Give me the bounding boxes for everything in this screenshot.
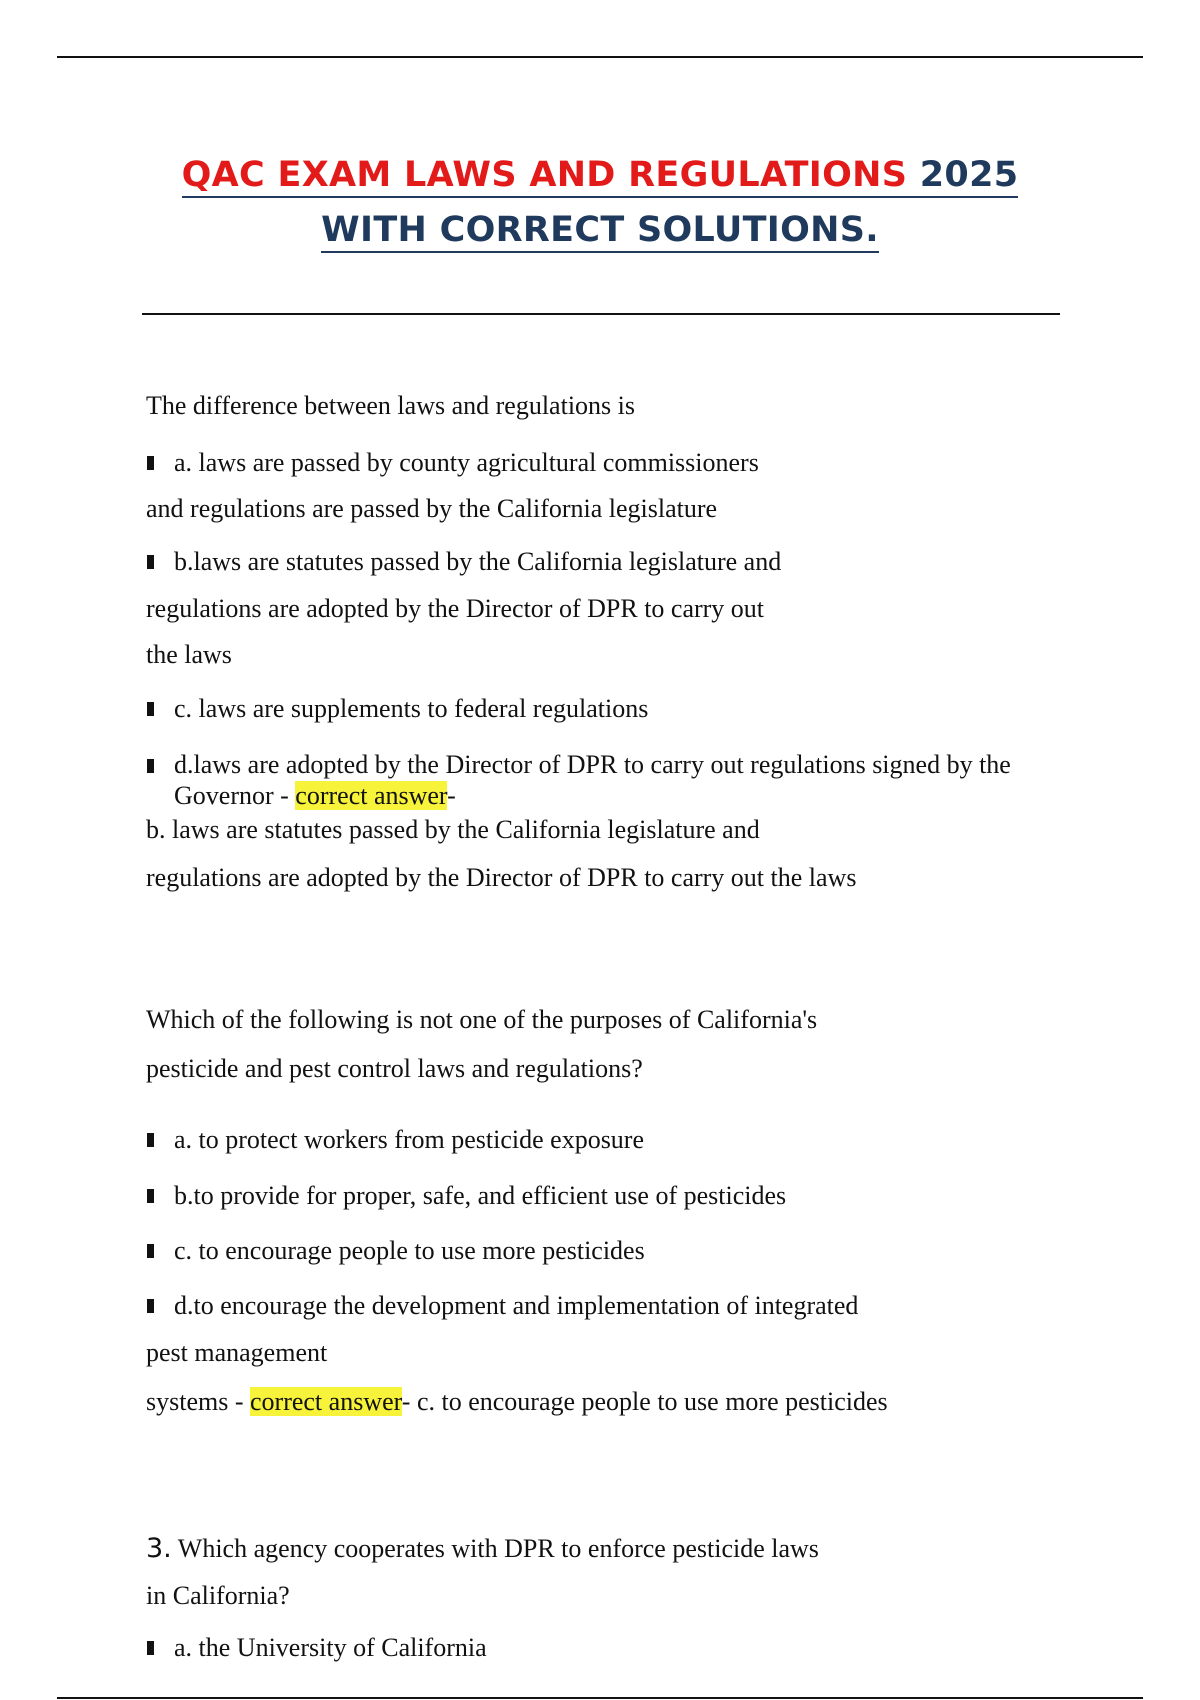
bullet-square-icon [147, 1133, 154, 1147]
q2-option-a: a. to protect workers from pesticide exposure [174, 1125, 645, 1154]
q1-option-b: b.laws are statutes passed by the California legislature and [174, 547, 782, 576]
q2-answer-prefix: systems - [146, 1387, 244, 1416]
bullet-square-icon [147, 759, 154, 773]
q2-option-c: c. to encourage people to use more pesticides [174, 1236, 645, 1265]
document-title-line2 [0, 210, 1200, 250]
top-rule [57, 56, 1143, 58]
q1-option-c: c. laws are supplements to federal regulations [174, 694, 649, 723]
q1-option-a-cont: and regulations are passed by the California legislature [146, 494, 718, 523]
q2-stem-cont: pesticide and pest control laws and regulations? [146, 1054, 643, 1083]
q2-option-d: d.to encourage the development and implementation of integrated [174, 1291, 859, 1320]
q1-option-d: d.laws are adopted by the Director of DPR to carry out regulations signed by the [174, 750, 1011, 779]
q1-answer: b. laws are statutes passed by the California legislature and [146, 815, 760, 844]
q1-stem: The difference between laws and regulations is [146, 391, 635, 420]
q3-number: 3. [146, 1533, 172, 1564]
q1-option-d-cont [174, 780, 456, 812]
q2-answer-text: - c. to encourage people to use more pesticides [401, 1387, 888, 1416]
q3-stem-text: Which agency cooperates with DPR to enforce pesticide laws [177, 1534, 819, 1563]
q3-stem-cont: in California? [146, 1581, 290, 1610]
bullet-square-icon [147, 456, 154, 470]
q1-option-b-cont: regulations are adopted by the Director of DPR to carry out [146, 594, 765, 623]
q2-option-b: b.to provide for proper, safe, and efficient use of pesticides [174, 1181, 787, 1210]
q2-answer [146, 1386, 888, 1418]
q1-answer-cont: regulations are adopted by the Director of DPR to carry out the laws [146, 863, 857, 892]
title-main-text: QAC EXAM LAWS AND REGULATIONS [181, 155, 908, 195]
bullet-square-icon [147, 1641, 154, 1655]
q2-option-d-cont: pest management [146, 1338, 328, 1367]
q1-option-d-tail: Governor - [174, 781, 289, 810]
bottom-rule [57, 1697, 1143, 1699]
bullet-square-icon [147, 1299, 154, 1313]
title-subtitle: WITH CORRECT SOLUTIONS. [321, 210, 879, 253]
bullet-square-icon [147, 1189, 154, 1203]
q1-dash: - [447, 781, 456, 810]
q2-correct-answer-label: correct answer [250, 1387, 402, 1416]
q1-correct-answer-label: correct answer [295, 781, 448, 810]
q3-stem [146, 1533, 819, 1565]
title-year: 2025 [919, 155, 1019, 195]
q2-stem: Which of the following is not one of the purposes of California's [146, 1005, 818, 1034]
bullet-square-icon [147, 555, 154, 569]
bullet-square-icon [147, 1244, 154, 1258]
q1-option-a: a. laws are passed by county agricultural commissioners [174, 448, 759, 477]
q1-option-b-cont2: the laws [146, 640, 232, 669]
title-divider [142, 313, 1060, 315]
document-title-line1 [0, 155, 1200, 195]
q3-option-a: a. the University of California [174, 1633, 487, 1662]
bullet-square-icon [147, 702, 154, 716]
